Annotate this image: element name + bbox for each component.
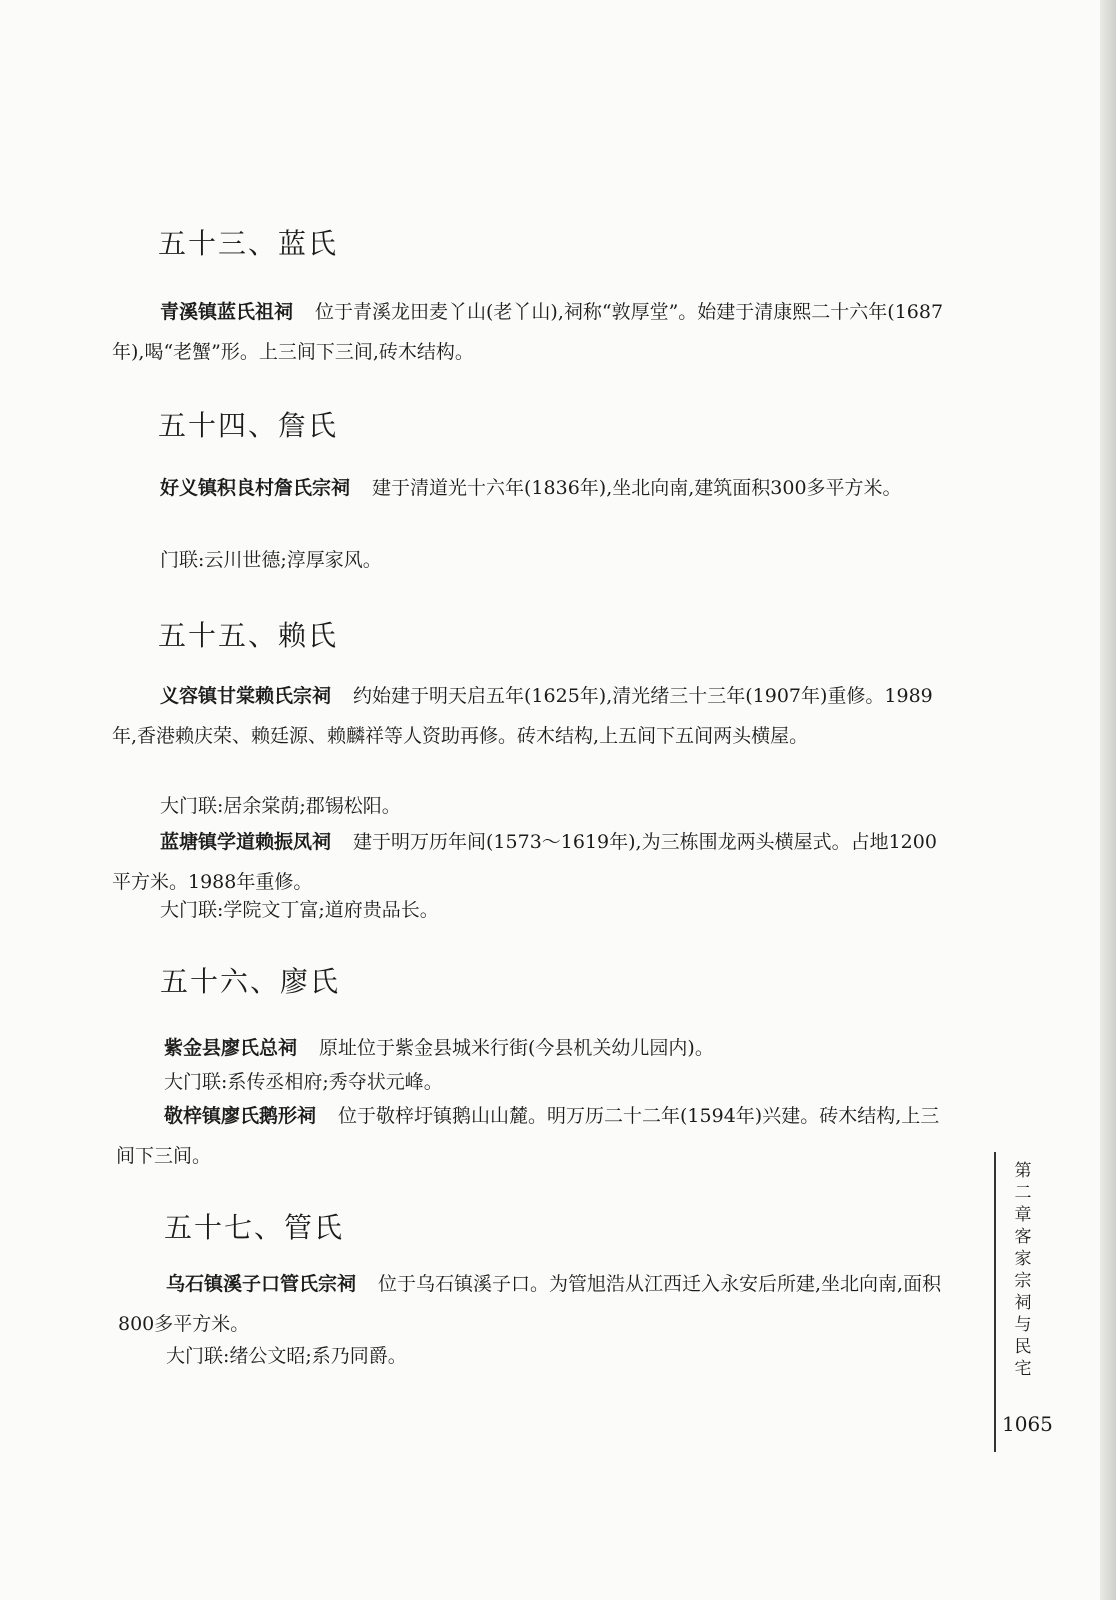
paragraph-text: 建于明万历年间(1573～1619年),为三栋围龙两头横屋式。占地1200平方米。1988年重修。 <box>112 831 937 893</box>
paragraph-55-2 <box>112 822 952 902</box>
paragraph-text: 建于清道光十六年(1836年),坐北向南,建筑面积300多平方米。 <box>372 477 902 499</box>
paragraph-text: 原址位于紫金县城米行街(今县机关幼儿园内)。 <box>319 1037 714 1059</box>
section-heading-53: 五十三、蓝氏 <box>158 227 339 260</box>
paragraph-55-1 <box>112 676 952 756</box>
paragraph-lead: 紫金县廖氏总祠 <box>164 1037 298 1059</box>
running-head: 第二章 客家宗祠与民宅 <box>1014 1161 1032 1379</box>
section-heading-54: 五十四、詹氏 <box>158 409 339 442</box>
section-heading-57: 五十七、管氏 <box>164 1211 345 1244</box>
section-heading-55: 五十五、赖氏 <box>158 619 339 652</box>
paragraph-56-2 <box>116 1096 956 1176</box>
paragraph-56-1 <box>116 1028 956 1068</box>
page-number: 1065 <box>1002 1412 1053 1436</box>
paragraph-54-1 <box>112 468 952 508</box>
paragraph-lead: 蓝塘镇学道赖振凤祠 <box>160 831 332 853</box>
paragraph-lead: 好义镇积良村詹氏宗祠 <box>160 477 351 499</box>
couplet-55-2: 大门联:学院文丁富;道府贵品长。 <box>160 899 439 921</box>
paragraph-57-1 <box>118 1264 958 1344</box>
section-heading-56: 五十六、廖氏 <box>160 965 341 998</box>
couplet-54-1: 门联:云川世德;淳厚家风。 <box>160 549 382 571</box>
couplet-55-1: 大门联:居余棠荫;郡锡松阳。 <box>160 795 401 817</box>
paragraph-text: 位于敬梓圩镇鹅山山麓。明万历二十二年(1594年)兴建。砖木结构,上三间下三间。 <box>116 1105 940 1167</box>
couplet-56-1: 大门联:系传丞相府;秀夺状元峰。 <box>164 1071 443 1093</box>
paragraph-lead: 乌石镇溪子口管氏宗祠 <box>166 1273 357 1295</box>
paragraph-text: 位于青溪龙田麦丫山(老丫山),祠称“敦厚堂”。始建于清康熙二十六年(1687年),喝“老蟹”形。上三间下三间,砖木结构。 <box>112 301 944 363</box>
paragraph-53-1 <box>112 292 952 372</box>
running-head-rule <box>994 1152 996 1452</box>
couplet-57-1: 大门联:绪公文昭;系乃同爵。 <box>166 1345 407 1367</box>
paragraph-text: 位于乌石镇溪子口。为管旭浩从江西迁入永安后所建,坐北向南,面积800多平方米。 <box>118 1273 942 1335</box>
paragraph-lead: 敬梓镇廖氏鹅形祠 <box>164 1105 317 1127</box>
paragraph-text: 约始建于明天启五年(1625年),清光绪三十三年(1907年)重修。1989年,香港赖庆荣、赖廷源、赖麟祥等人资助再修。砖木结构,上五间下五间两头横屋。 <box>112 685 933 747</box>
paragraph-lead: 义容镇甘棠赖氏宗祠 <box>160 685 332 707</box>
paragraph-lead: 青溪镇蓝氏祖祠 <box>160 301 294 323</box>
